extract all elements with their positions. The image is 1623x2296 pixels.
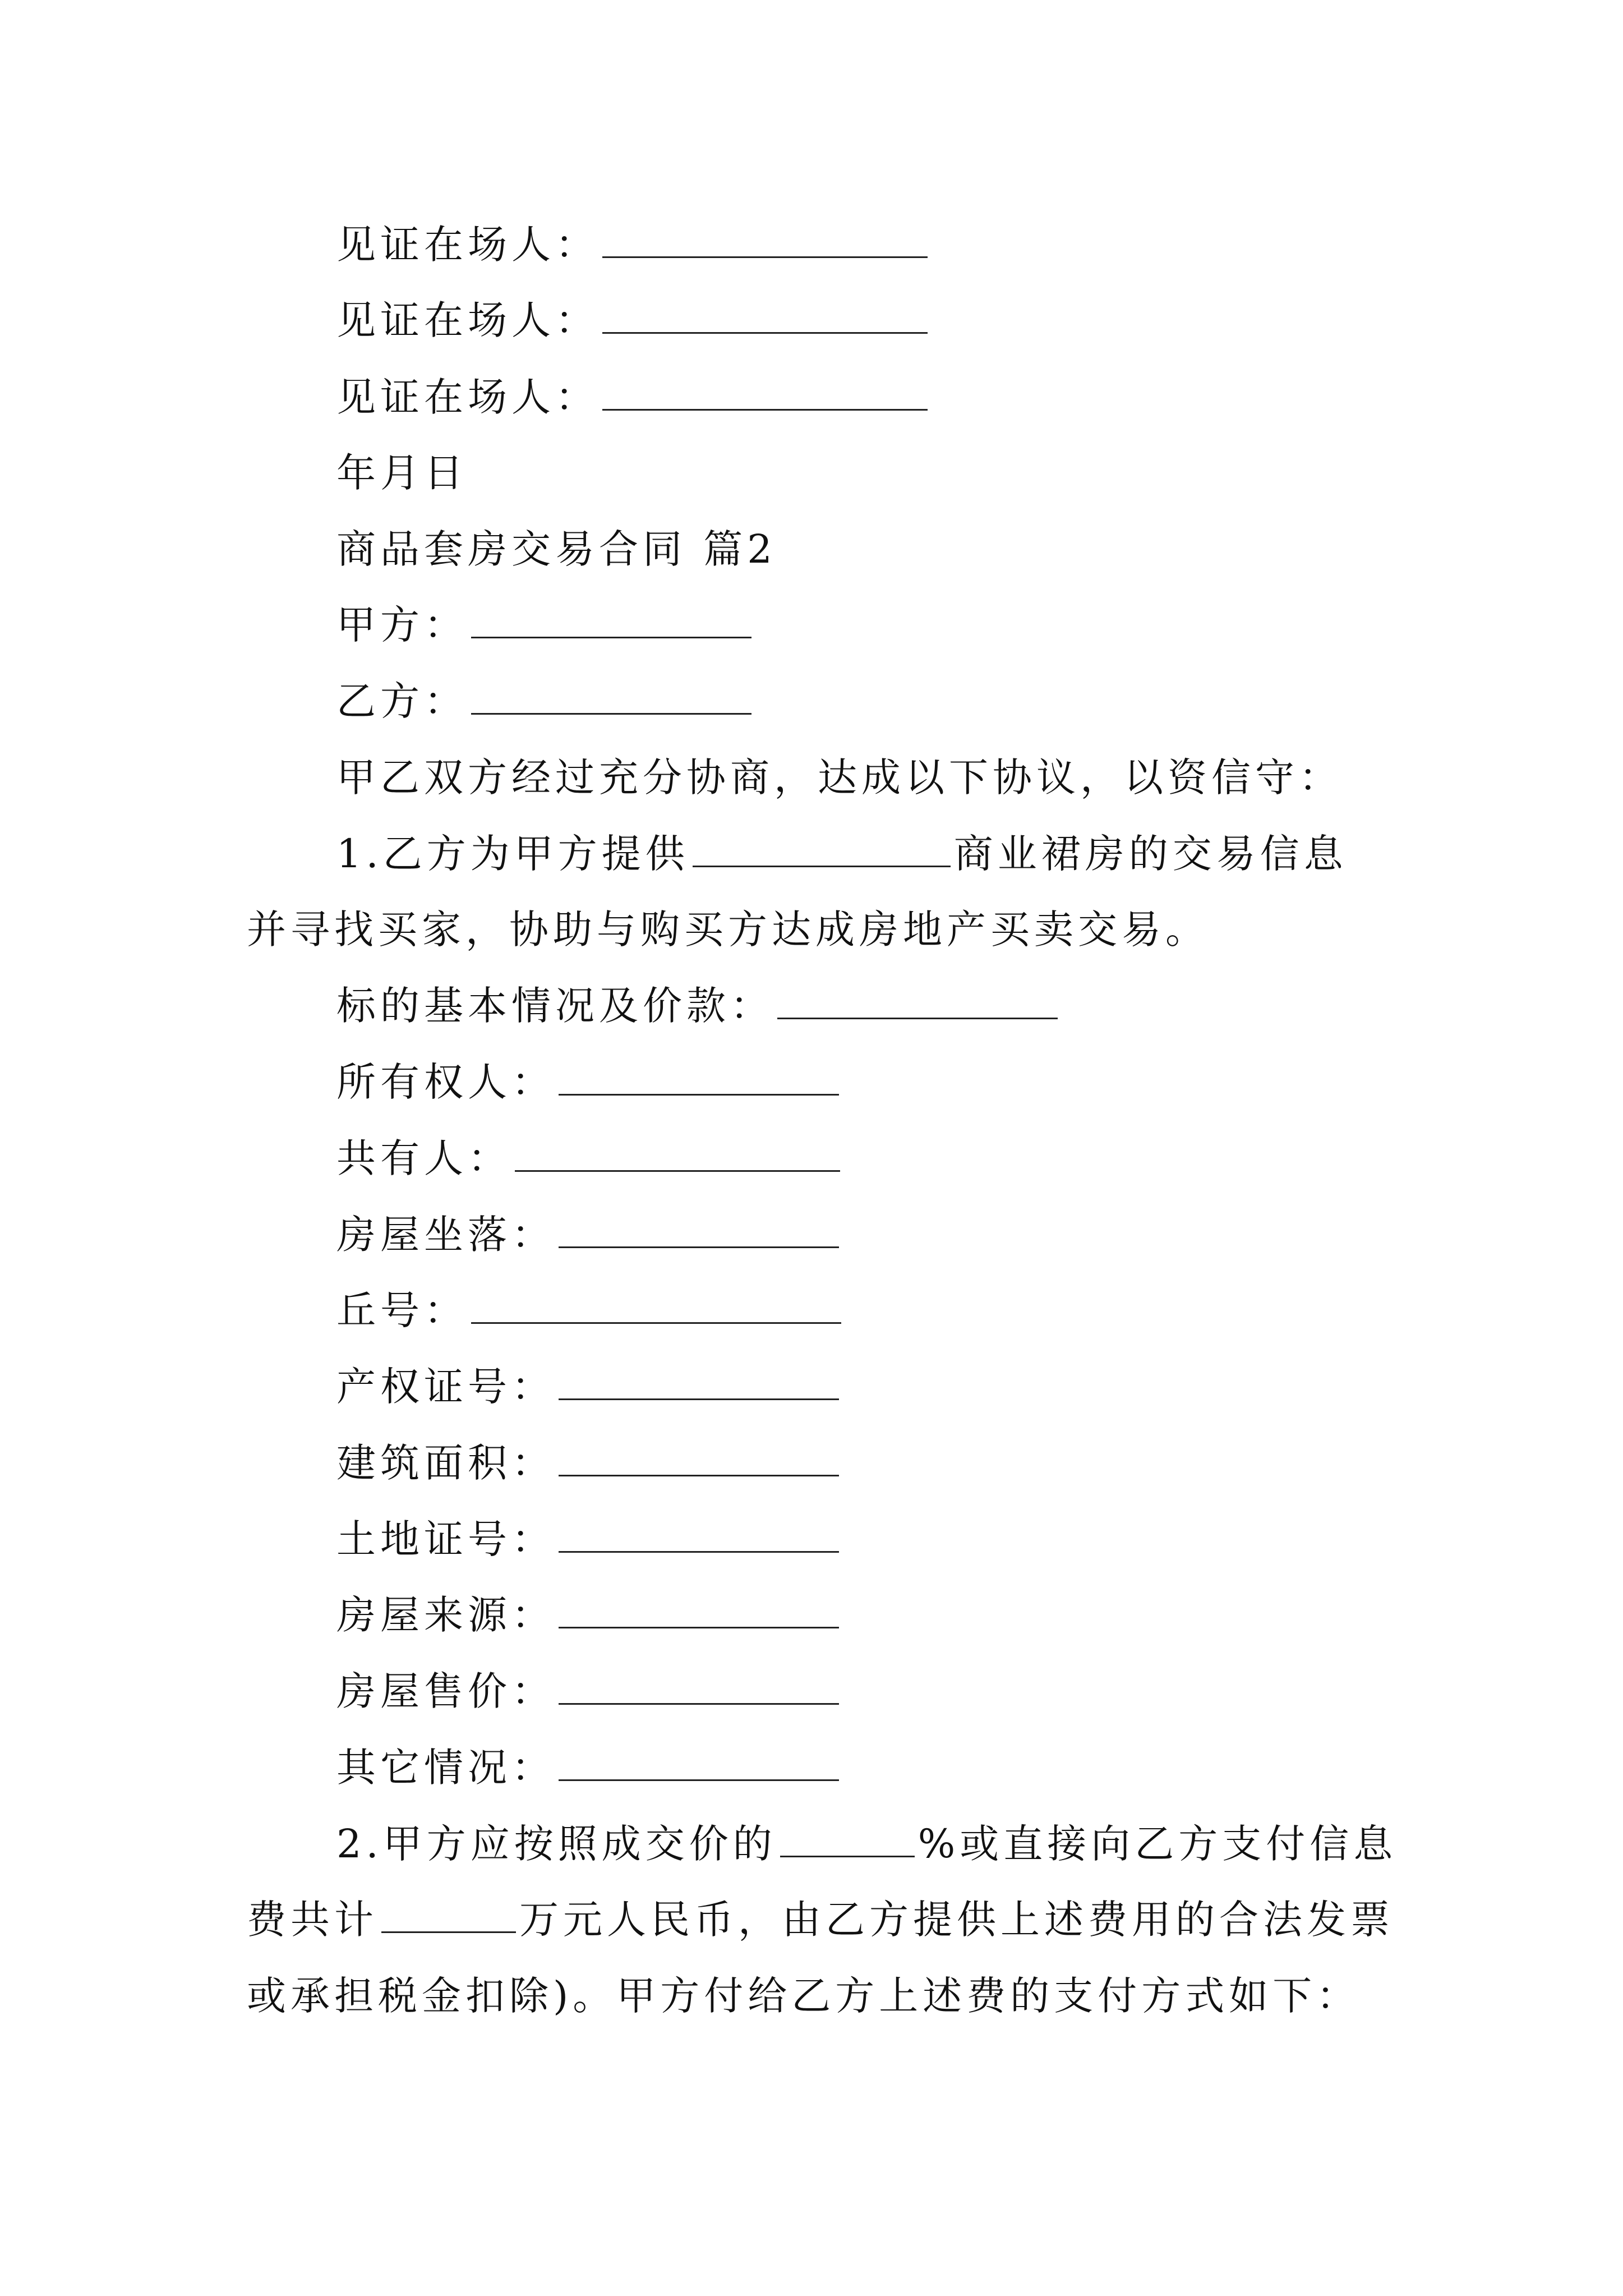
co-owner-line: [336, 1130, 843, 1186]
field-label: 房屋坐落：: [336, 1212, 555, 1258]
land-cert-blank[interactable]: [559, 1516, 839, 1553]
paragraph-text: 万元人民币，由乙方提供上述费用的合法发票: [519, 1897, 1394, 1943]
paragraph-text: 1.乙方为甲方提供: [336, 831, 689, 877]
date-label: 年月日: [336, 450, 468, 496]
property-blank[interactable]: [693, 831, 951, 867]
party-a-line: [336, 597, 755, 653]
witness-blank[interactable]: [602, 222, 928, 258]
paragraph-text: 2.甲方应按照成交价的: [336, 1821, 777, 1867]
percent-blank[interactable]: [780, 1821, 915, 1857]
witness-label: 见证在场人：: [336, 297, 599, 343]
witness-label: 见证在场人：: [336, 222, 599, 268]
section-heading: [336, 521, 777, 577]
witness-line-3: [336, 369, 931, 425]
title-cert-blank[interactable]: [559, 1364, 839, 1400]
paragraph-text: 商业裙房的交易信息: [953, 831, 1348, 877]
location-line: [336, 1207, 842, 1263]
field-label: 所有权人：: [336, 1059, 555, 1105]
clause-1-line-2: [247, 901, 1209, 958]
party-b-line: [336, 673, 755, 729]
amount-blank[interactable]: [381, 1897, 516, 1933]
floor-area-blank[interactable]: [559, 1440, 839, 1476]
price-blank[interactable]: [559, 1668, 839, 1705]
agreement-intro: [336, 749, 1343, 806]
party-a-blank[interactable]: [471, 602, 751, 638]
co-owner-blank[interactable]: [515, 1135, 840, 1172]
field-label: 共有人：: [336, 1135, 511, 1181]
clause-2-line-3: [247, 1968, 1360, 2024]
witness-blank[interactable]: [602, 374, 928, 411]
field-label: 房屋售价：: [336, 1668, 555, 1714]
floor-area-line: [336, 1435, 842, 1491]
paragraph-text: 并寻找买家，协助与购买方达成房地产买卖交易。: [247, 907, 1209, 953]
parcel-line: [336, 1282, 845, 1338]
land-cert-line: [336, 1511, 842, 1567]
owner-blank[interactable]: [559, 1059, 839, 1096]
clause-2-line-2: [247, 1892, 1394, 1948]
location-blank[interactable]: [559, 1212, 839, 1248]
owner-line: [336, 1054, 842, 1110]
paragraph-text: 甲乙双方经过充分协商，达成以下协议，以资信守：: [336, 754, 1343, 800]
paragraph-text: 或承担税金扣除)。甲方付给乙方上述费的支付方式如下：: [247, 1973, 1361, 2019]
field-label: 丘号：: [336, 1287, 468, 1333]
field-label: 建筑面积：: [336, 1440, 555, 1486]
source-line: [336, 1587, 842, 1643]
witness-line-2: [336, 292, 931, 348]
field-label: 产权证号：: [336, 1364, 555, 1410]
paragraph-text: %或直接向乙方支付信息: [917, 1821, 1398, 1867]
parcel-blank[interactable]: [471, 1287, 841, 1324]
section-title: 商品套房交易合同 篇2: [336, 526, 777, 572]
source-blank[interactable]: [559, 1592, 839, 1628]
other-blank[interactable]: [559, 1745, 839, 1781]
witness-line-1: [336, 217, 931, 273]
other-line: [336, 1740, 842, 1796]
subject-line: [336, 978, 1061, 1034]
party-b-label: 乙方：: [336, 678, 468, 724]
party-a-label: 甲方：: [336, 602, 468, 648]
field-label: 标的基本情况及价款：: [336, 983, 774, 1029]
clause-1-line-1: [336, 826, 1348, 882]
subject-blank[interactable]: [777, 983, 1058, 1019]
clause-2-line-1: [336, 1816, 1397, 1872]
witness-blank[interactable]: [602, 297, 928, 334]
price-line: [336, 1663, 842, 1719]
party-b-blank[interactable]: [471, 678, 751, 715]
field-label: 土地证号：: [336, 1516, 555, 1562]
field-label: 房屋来源：: [336, 1592, 555, 1638]
date-line: [336, 445, 468, 501]
title-cert-line: [336, 1359, 842, 1415]
witness-label: 见证在场人：: [336, 374, 599, 420]
field-label: 其它情况：: [336, 1745, 555, 1791]
paragraph-text: 费共计: [247, 1897, 378, 1943]
